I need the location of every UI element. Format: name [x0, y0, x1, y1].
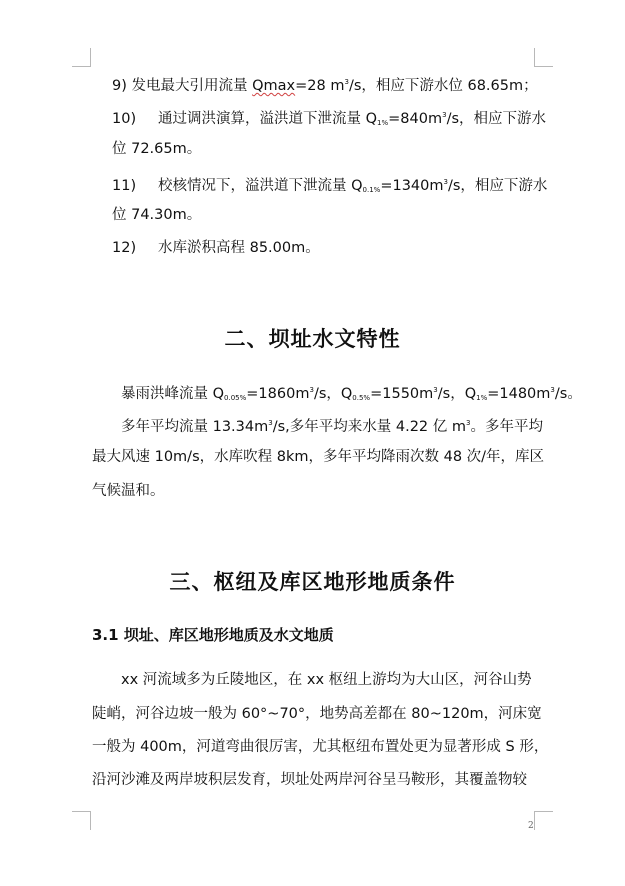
subsection-3-1-heading: 3.1 坝址、库区地形地质及水文地质 — [92, 626, 334, 644]
item-text: 水库淤积高程 85.00m。 — [158, 240, 320, 256]
subscript: 1% — [476, 394, 488, 402]
item-text: =28 m — [295, 78, 345, 94]
para-text: 。多年平均 — [470, 419, 543, 435]
geology-line-1: xx 河流域多为丘陵地区，在 xx 枢纽上游均为大山区，河谷山势 — [121, 672, 532, 688]
annual-flow-line-1 — [121, 413, 543, 437]
superscript: 3 — [344, 78, 349, 86]
superscript: 3 — [466, 419, 471, 427]
margin-corner-bottom-right — [534, 811, 553, 830]
para-text: 多年平均流量 13.34m — [121, 419, 269, 435]
para-text: =1480m — [487, 386, 551, 402]
para-text: =1860m — [246, 386, 310, 402]
superscript: 3 — [309, 386, 314, 394]
item-number: 12) — [112, 240, 137, 256]
para-text: /s，Q — [313, 386, 353, 402]
subscript: 0.05% — [224, 394, 247, 402]
item-text: /s，相应下游水 — [446, 111, 547, 127]
item-number: 10) — [112, 111, 137, 127]
annual-flow-line-3: 气候温和。 — [92, 483, 165, 499]
page-number: 2 — [528, 821, 534, 831]
subscript: 1% — [377, 119, 389, 127]
item-11 — [112, 172, 547, 200]
geology-line-4: 沿河沙滩及两岸坡积层发育，坝址处两岸河谷呈马鞍形，其覆盖物较 — [92, 772, 527, 788]
flood-peak-paragraph — [121, 380, 582, 408]
item-text: =840m — [388, 111, 443, 127]
para-text: /s,多年平均来水量 4.22 亿 m — [272, 419, 467, 435]
item-text: 校核情况下，溢洪道下泄流量 Q — [158, 178, 363, 194]
superscript: 3 — [443, 178, 448, 186]
item-12 — [112, 238, 320, 258]
superscript: 3 — [268, 419, 273, 427]
annual-flow-line-2: 最大风速 10m/s，水库吹程 8km，多年平均降雨次数 48 次/年，库区 — [92, 449, 545, 465]
item-text: 发电最大引用流量 — [131, 78, 253, 94]
geology-line-2: 陡峭，河谷边坡一般为 60°~70°，地势高差都在 80~120m，河床宽 — [92, 706, 542, 722]
section-2-heading: 二、坝址水文特性 — [224, 326, 401, 351]
para-text: 暴雨洪峰流量 Q — [121, 386, 225, 402]
qmax-spellcheck: Qmax — [252, 78, 296, 94]
item-text: =1340m — [380, 178, 444, 194]
para-text: =1550m — [370, 386, 434, 402]
superscript: 3 — [442, 111, 447, 119]
item-11-cont: 位 74.30m。 — [112, 207, 202, 223]
margin-corner-top-right — [534, 48, 553, 67]
item-9 — [112, 72, 538, 96]
item-10 — [112, 105, 546, 133]
subscript: 0.1% — [362, 186, 381, 194]
margin-corner-top-left — [72, 48, 91, 67]
superscript: 3 — [550, 386, 555, 394]
item-number: 11) — [112, 178, 137, 194]
para-text: /s。 — [554, 386, 582, 402]
item-number: 9) — [112, 78, 127, 94]
subscript: 0.5% — [352, 394, 371, 402]
para-text: /s，Q — [437, 386, 477, 402]
margin-corner-bottom-left — [72, 811, 91, 830]
item-text: /s，相应下游水位 68.65m； — [348, 78, 538, 94]
superscript: 3 — [433, 386, 438, 394]
geology-line-3: 一般为 400m，河道弯曲很厉害，尤其枢纽布置处更为显著形成 S 形， — [92, 739, 549, 755]
item-text: 通过调洪演算，溢洪道下泄流量 Q — [158, 111, 378, 127]
item-10-cont: 位 72.65m。 — [112, 141, 202, 157]
item-text: /s，相应下游水 — [447, 178, 548, 194]
section-3-heading: 三、枢纽及库区地形地质条件 — [169, 569, 456, 594]
